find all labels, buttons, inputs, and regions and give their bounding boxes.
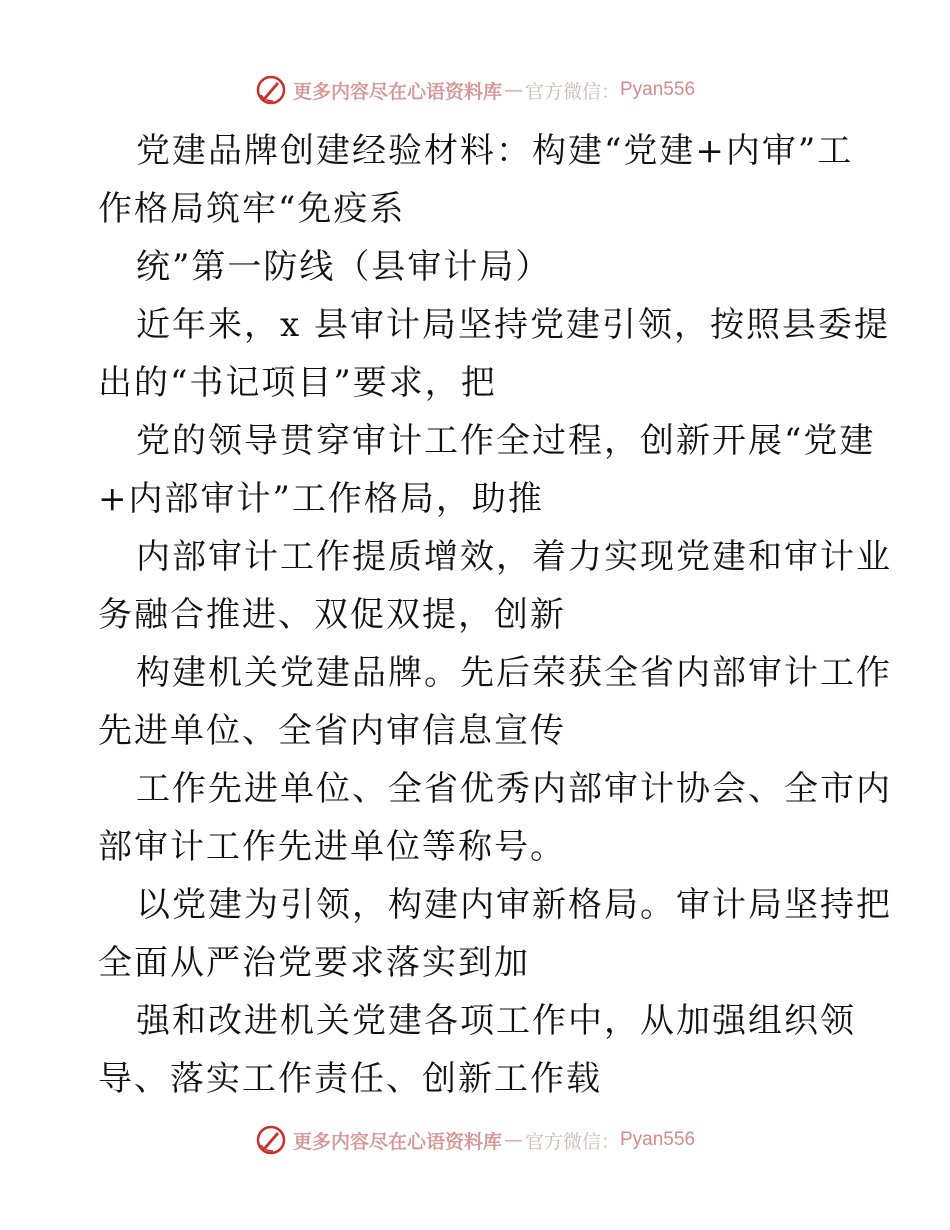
quill-pen-logo-icon	[255, 1124, 287, 1156]
text-line: 构建机关党建品牌。先后荣获全省内部审计工作	[136, 653, 892, 693]
banner-main-text: 更多内容尽在心语资料库	[292, 1130, 502, 1153]
text-line: 部审计工作先进单位等称号。	[98, 827, 566, 867]
text-line: 先进单位、全省内审信息宣传	[98, 711, 566, 751]
text-line: 强和改进机关党建各项工作中，从加强组织领	[136, 1001, 856, 1041]
text-line: 内部审计工作提质增效，着力实现党建和审计业	[136, 537, 892, 577]
text-line: 作格局筑牢“免疫系	[98, 189, 406, 229]
text-line: 导、落实工作责任、创新工作载	[98, 1059, 602, 1099]
banner-dash: —	[503, 79, 523, 101]
text-line: 出的“书记项目”要求，把	[98, 363, 497, 403]
banner-dash: —	[503, 1129, 523, 1151]
text-line: 以党建为引领，构建内审新格局。审计局坚持把	[136, 885, 892, 925]
text-line: 近年来，x 县审计局坚持党建引领，按照县委提	[136, 305, 890, 345]
text-line: 党建品牌创建经验材料：构建“党建+内审”工	[136, 131, 854, 171]
quill-pen-logo-icon	[255, 74, 287, 106]
banner-main-text: 更多内容尽在心语资料库	[292, 80, 502, 103]
text-line: 党的领导贯穿审计工作全过程，创新开展“党建	[136, 421, 876, 461]
banner-wechat-id: Pyan556	[620, 79, 696, 100]
footer-watermark	[255, 1124, 695, 1156]
text-line: 务融合推进、双促双提，创新	[98, 595, 566, 635]
banner-label: 官方微信：	[524, 1130, 620, 1153]
text-line: 全面从严治党要求落实到加	[98, 943, 530, 983]
header-watermark	[255, 74, 695, 106]
document-body	[98, 122, 892, 1108]
footer-watermark-banner	[0, 1120, 950, 1160]
text-line: 统”第一防线（县审计局）	[136, 247, 552, 287]
banner-wechat-id: Pyan556	[620, 1129, 696, 1150]
text-line: 工作先进单位、全省优秀内部审计协会、全市内	[136, 769, 892, 809]
header-watermark-banner	[0, 70, 950, 110]
banner-label: 官方微信：	[524, 80, 620, 103]
text-line: +内部审计”工作格局，助推	[98, 479, 544, 519]
